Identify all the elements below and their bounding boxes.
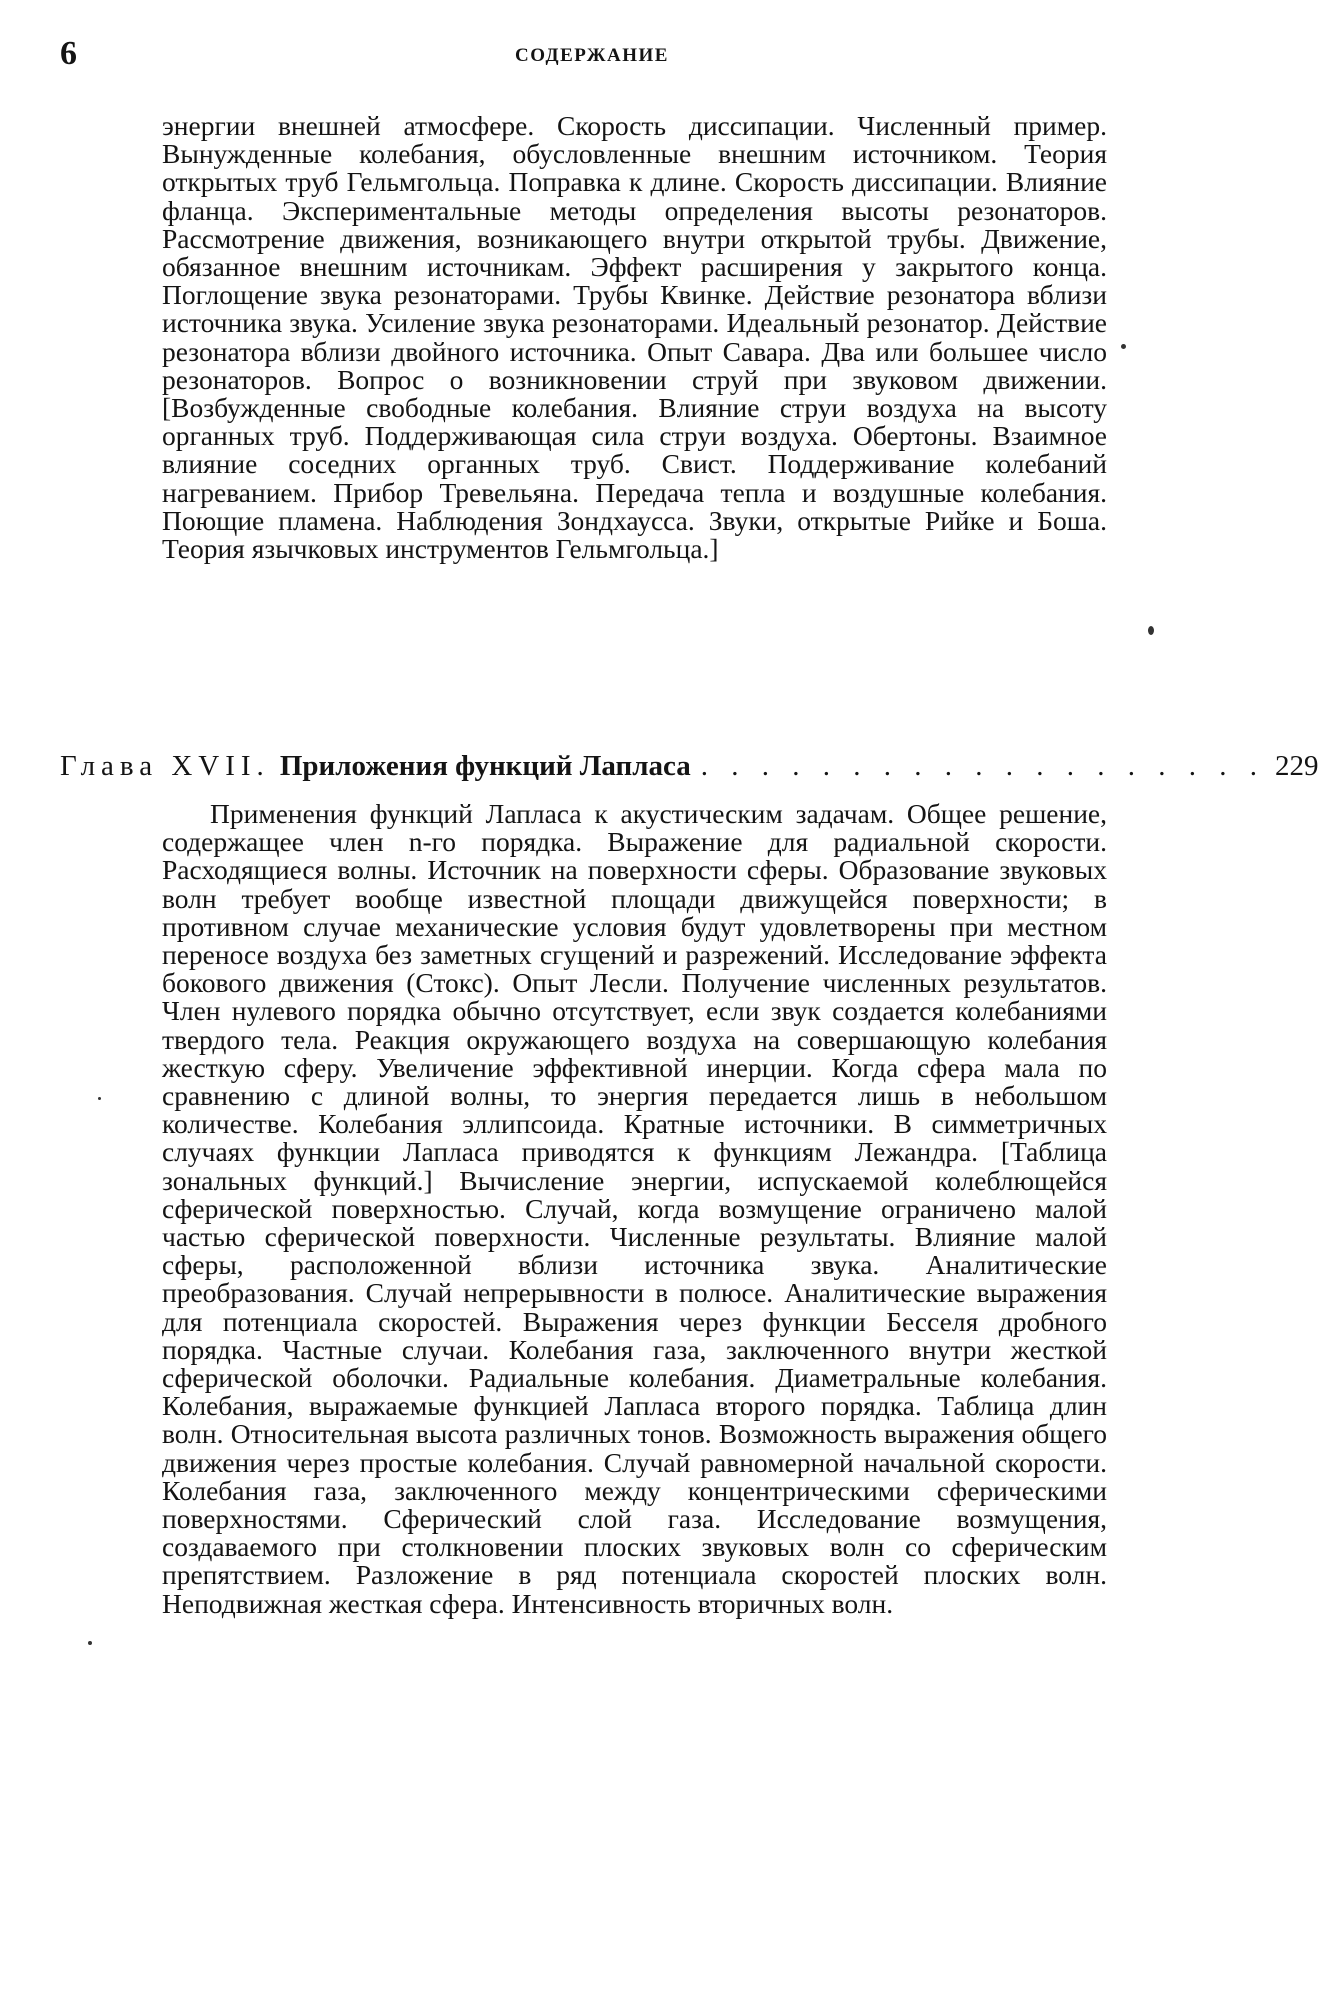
leader-dots: . . . . . . . . . . . . . . . . . . .	[700, 750, 1265, 782]
chapter-summary-paragraph: Применения функций Лапласа к акустическим задачам. Общее решение, содержащее член n-го порядка. Выражение для радиальной скорости. Расходящиеся волны. Источник на поверхности сферы. Образование звуковых волн требует вообще известной площади движущейся поверхности; в противном случае механические условия будут удовлетворены при местном переносе воздуха без заметных сгущений и разрежений. Исследование эффекта бокового движения (Стокс). Опыт Лесли. Получение численных результатов. Член нулевого порядка обычно отсутствует, если звук создается колебаниями твердого тела. Реакция окружающего воздуха на совершающую колебания жесткую сферу. Увеличение эффективной инерции. Когда сфера мала по сравнению с длиной волны, то энергия передается лишь в небольшом количестве. Колебания эллипсоида. Кратные источники. В симметричных случаях функции Лапласа приводятся к функциям Лежандра. [Таблица зональных функций.] Вычисление энергии, испускаемой колеблющейся сферической поверхностью. Случай, когда возмущение ограничено малой частью сферической поверхности. Численные результаты. Влияние малой сферы, расположенной вблизи источника звука. Аналитические преобразования. Случай непрерывности в полюсе. Аналитические выражения для потенциала скоростей. Выражения через функции Бесселя дробного порядка. Частные случаи. Колебания газа, заключенного внутри жесткой сферической оболочки. Радиальные колебания. Диаметральные колебания. Колебания, выражаемые функцией Лапласа второго порядка. Таблица длин волн. Относительная высота различных тонов. Возможность выражения общего движения через простые колебания. Случай равномерной начальной скорости. Колебания газа, заключенного между концентрическими сферическими поверхностями. Сферический слой газа. Исследование возмущения, создаваемого при столкновении плоских звуковых волн со сферическим препятствием. Разложение в ряд потенциала скоростей плоских волн. Неподвижная жесткая сфера. Интенсивность вторичных волн.	[162, 798, 1107, 1619]
chapter-title: Приложения функций Лапласа	[279, 750, 691, 782]
chapter-page-number: 229	[1274, 750, 1318, 782]
print-speck	[88, 1641, 92, 1645]
print-speck	[1148, 626, 1154, 635]
running-header: СОДЕРЖАНИЕ	[515, 45, 669, 66]
print-speck	[1121, 344, 1126, 349]
print-speck	[98, 1097, 101, 1100]
continued-paragraph: энергии внешней атмосфере. Скорость диссипации. Численный пример. Вынужденные колебания, обусловленные внешним источником. Теория открытых труб Гельмгольца. Поправка к длине. Скорость диссипации. Влияние фланца. Экспериментальные методы определения высоты резонаторов. Рассмотрение движения, возникающего внутри открытой трубы. Движение, обязанное внешним источникам. Эффект расширения у закрытого конца. Поглощение звука резонаторами. Трубы Квинке. Действие резонатора вблизи источника звука. Усиление звука резонаторами. Идеальный резонатор. Действие резонатора вблизи двойного источника. Опыт Савара. Два или большее число резонаторов. Вопрос о возникновении струй при звуковом движении. [Возбужденные свободные колебания. Влияние струи воздуха на высоту органных труб. Поддерживающая сила струи воздуха. Обертоны. Взаимное влияние соседних органных труб. Свист. Поддерживание колебаний нагреванием. Прибор Тревельяна. Передача тепла и воздушные колебания. Поющие пламена. Наблюдения Зондхаусса. Звуки, открытые Рийке и Боша. Теория язычковых инструментов Гельмгольца.]	[162, 110, 1107, 565]
page-number: 6	[60, 35, 77, 72]
chapter-label: Глава XVII.	[60, 750, 270, 782]
chapter-heading	[60, 748, 1318, 788]
